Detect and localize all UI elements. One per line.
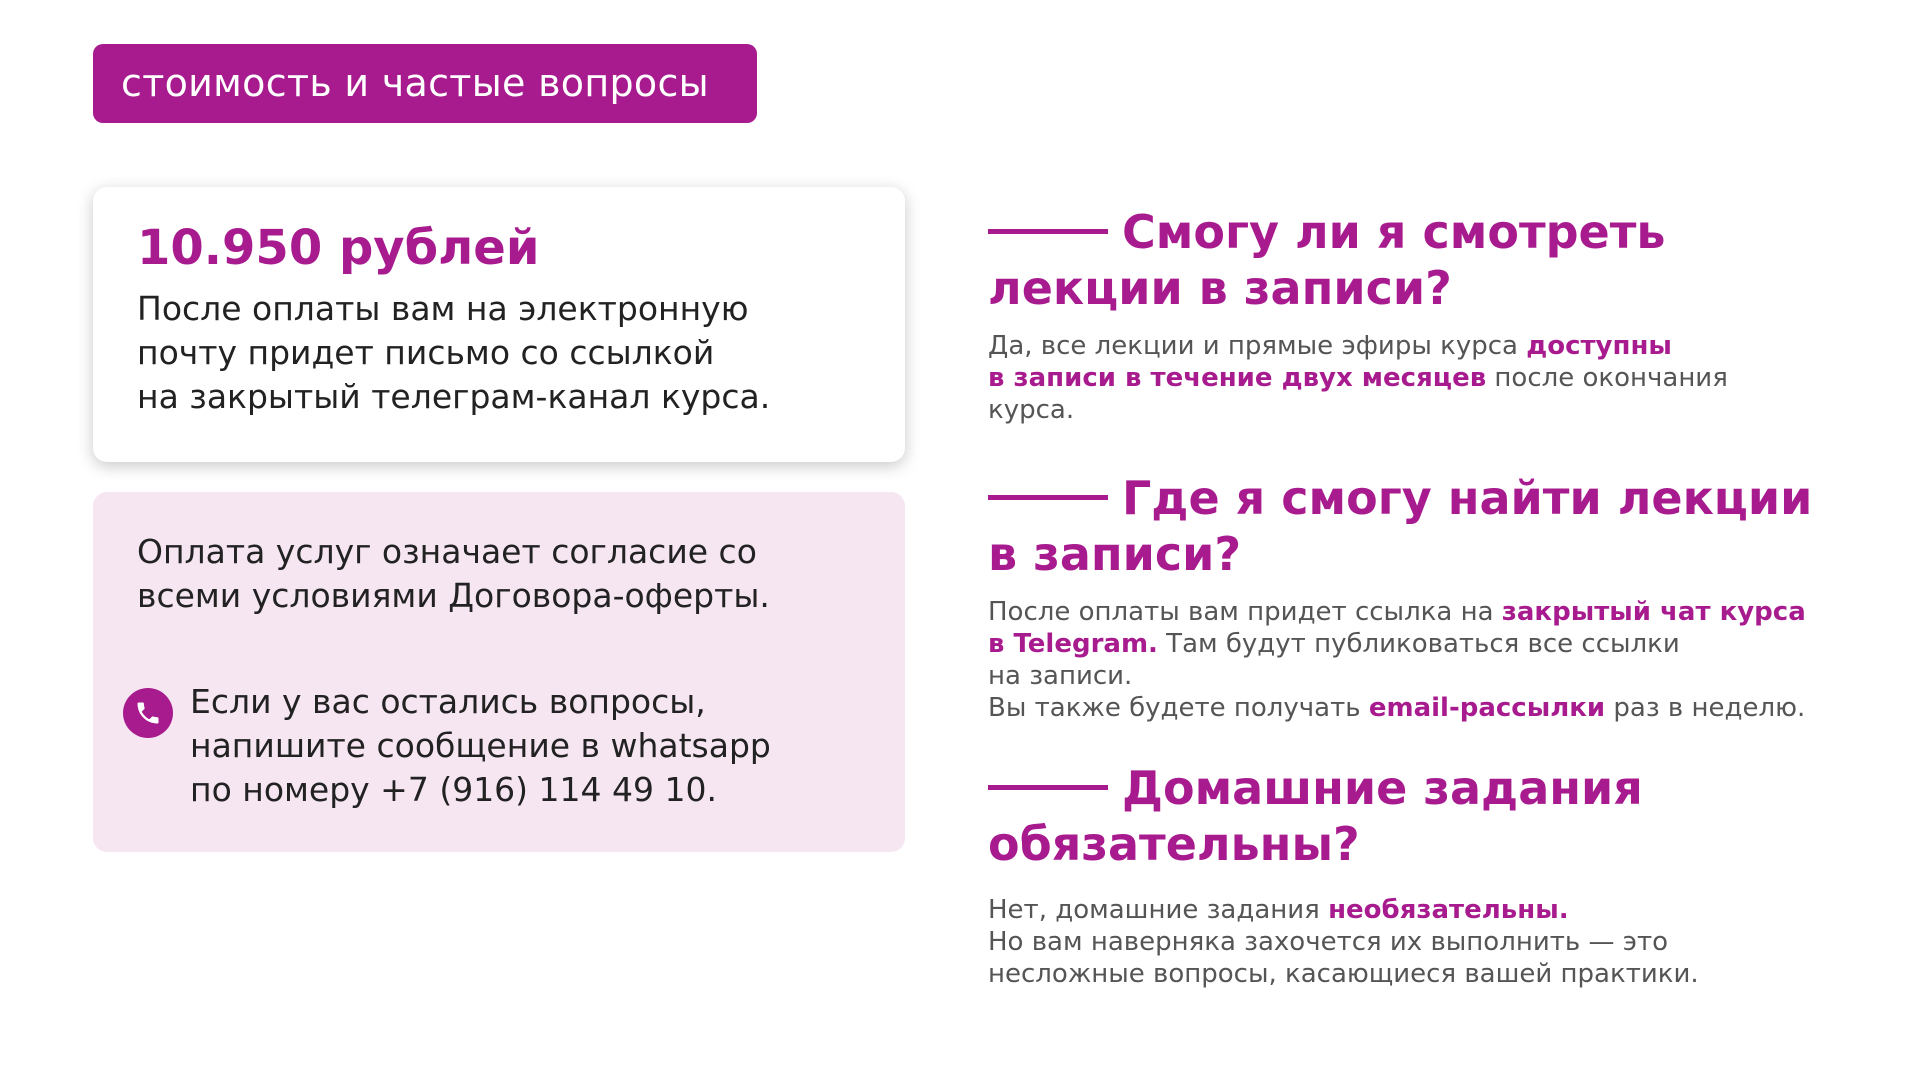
faq-item-homework — [988, 760, 1868, 990]
answer-text: После оплаты вам придет ссылка на — [988, 597, 1502, 627]
answer-text: Там будут публиковаться все ссылки — [1157, 629, 1680, 659]
faq-answer — [988, 330, 1868, 426]
price-description-line: После оплаты вам на электронную — [137, 289, 749, 328]
faq-answer — [988, 894, 1868, 990]
answer-highlight: закрытый чат курса — [1501, 597, 1806, 627]
price-value: 10.950 рублей — [137, 220, 540, 276]
faq-answer — [988, 596, 1868, 724]
offer-notice — [137, 530, 770, 618]
answer-highlight: в Telegram. — [988, 629, 1158, 659]
faq-question-line: в записи? — [988, 527, 1242, 581]
price-card — [93, 187, 905, 462]
answer-text: несложные вопросы, касающиеся вашей практики. — [988, 959, 1699, 989]
answer-text: Да, все лекции и прямые эфиры курса — [988, 331, 1527, 361]
info-card — [93, 492, 905, 852]
faq-question-line: Где я смогу найти лекции — [1122, 471, 1813, 525]
faq-question-line: Домашние задания — [1122, 761, 1643, 815]
answer-highlight: доступны — [1526, 331, 1672, 361]
answer-highlight: необязательны. — [1328, 895, 1569, 925]
offer-notice-line: всеми условиями Договора-оферты. — [137, 576, 770, 615]
faq-question — [988, 204, 1868, 316]
contact-info — [190, 680, 771, 812]
faq-question-line: Смогу ли я смотреть — [1122, 205, 1666, 259]
phone-icon — [123, 688, 173, 738]
faq-question — [988, 760, 1868, 872]
faq-question-line: обязательны? — [988, 817, 1360, 871]
faq-item-recordings — [988, 204, 1868, 426]
price-description — [137, 287, 905, 419]
dash-divider — [988, 785, 1108, 790]
answer-text: раз в неделю. — [1605, 693, 1806, 723]
faq-question — [988, 470, 1868, 582]
answer-highlight: в записи в течение двух месяцев — [988, 363, 1487, 393]
contact-line: по номеру +7 (916) 114 49 10. — [190, 770, 717, 809]
offer-notice-line: Оплата услуг означает согласие со — [137, 532, 757, 571]
price-description-line: почту придет письмо со ссылкой — [137, 333, 715, 372]
answer-text: после окончания — [1486, 363, 1728, 393]
faq-question-line: лекции в записи? — [988, 261, 1452, 315]
contact-line: Если у вас остались вопросы, — [190, 682, 706, 721]
section-tag: стоимость и частые вопросы — [93, 44, 757, 123]
answer-text: Нет, домашние задания — [988, 895, 1329, 925]
faq-item-where-lectures — [988, 470, 1868, 724]
price-description-line: на закрытый телеграм-канал курса. — [137, 377, 771, 416]
answer-text: на записи. — [988, 661, 1133, 691]
answer-highlight: email-рассылки — [1368, 693, 1606, 723]
dash-divider — [988, 495, 1108, 500]
answer-text: курса. — [988, 395, 1075, 425]
answer-text: Вы также будете получать — [988, 693, 1369, 723]
answer-text: Но вам наверняка захочется их выполнить — это — [988, 927, 1669, 957]
dash-divider — [988, 229, 1108, 234]
contact-line: напишите сообщение в whatsapp — [190, 726, 771, 765]
